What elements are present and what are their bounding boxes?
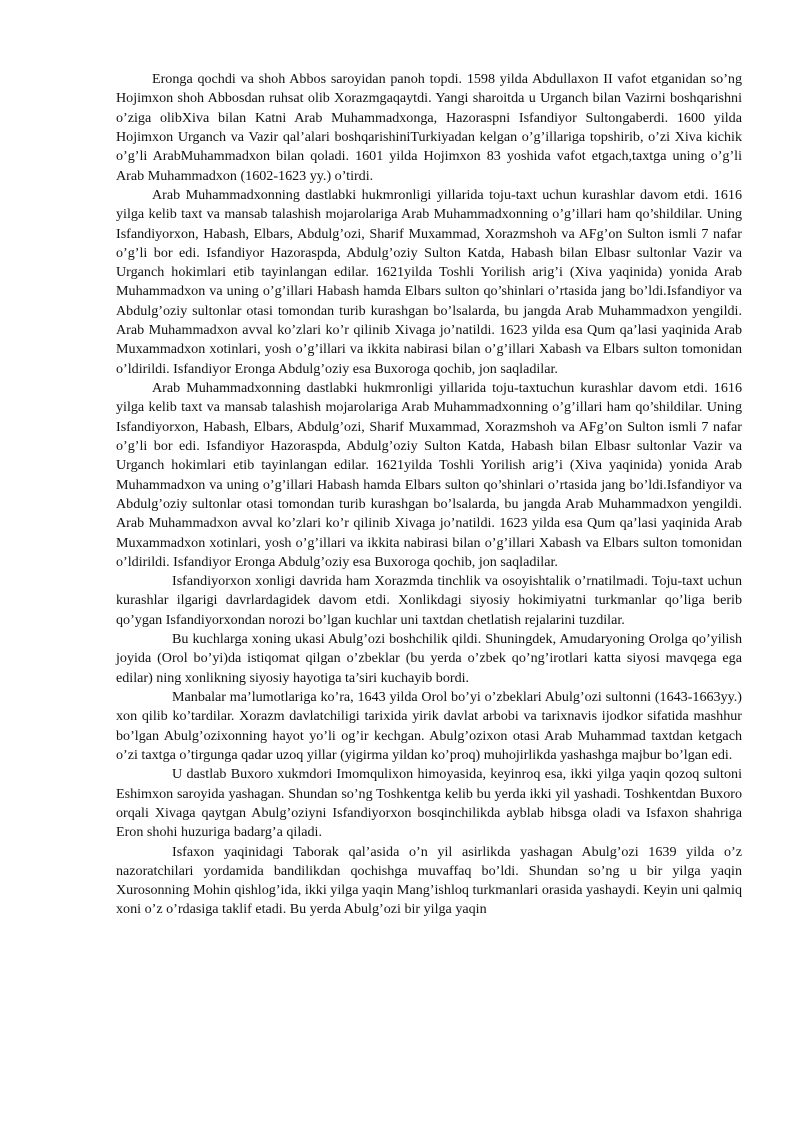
paragraph-abulgozi-exile: U dastlab Buxoro xukmdori Imomqulixon himoyasida, keyinroq esa, ikki yilga yaqin qozoq sultoni Eshimxon saroyida yashagan. Shundan so’ng Toshkentga kelib bu yerda ikki yil yashadi. Toshkentdan Buxoro orqali Xivaga qaytgan Abulg’oziyni Isfandiyorxon bosqinchilikda ayblab hibsga oladi va Isfaxon shahriga Eron shohi huzuriga badarg’a qiladi. [116,766,742,841]
paragraph-abulgozi-enthroned: Manbalar ma’lumotlariga ko’ra, 1643 yilda Orol bo’yi o’zbeklari Abulg’ozi sultonni (1643-1663yy.) xon qilib ko’tardilar. Xorazm davlatchiligi tarixida yirik davlat arbobi va tarixnavis ijodkor sifatida mashhur bo’lgan Abulg’ozixonning hayot yo’li og’ir kechgan. Abulg’ozixon otasi Arab Muhammad taxtdan ketgach o’zi taxtga o’tirgunga qadar uzoq yillar (yigirma yildan ko’proq) muhojirlikda yashashga majbur bo’lgan edi. [116,689,742,763]
paragraph-abulgozi-escape: Isfaxon yaqinidagi Taborak qal’asida o’n yil asirlikda yashagan Abulg’ozi 1639 yilda o’z nazoratchilari yordamida bandilikdan qochishga muvaffaq bo’ldi. Shundan so’ng u bir yilga yaqin Xurosonning Mohin qishlog’ida, ikki yilga yaqin Mang’ishloq turkmanlari orasida yashaydi. Keyin uni qalmiq xoni o’z o’rdasiga taklif etadi. Bu yerda Abulg’ozi bir yilga yaqin [116,843,742,918]
paragraph-arab-muhammadxon-reign-repeat: Arab Muhammadxonning dastlabki hukmronligi yillarida toju-taxtuchun kurashlar davom etdi. 1616 yilga kelib taxt va mansab talashish mojarolariga Arab Muhammadxonning o’g’illari ham qo’shildilar. Uning Isfandiyorxon, Habash, Elbars, Abdulg’ozi, Sharif Muxammad, Xorazmshoh va AFg’on Sulton ismli 7 nafar o’g’li bor edi. Isfandiyor Hazoraspda, Abdulg’oziy Sulton Katda, Habash bilan Elbasr sultonlar Vazir va Urganch hokimlari etib tayinlangan edilar. 1621yilda Toshli Yorilish arig’i (Xiva yaqinida) yonida Arab Muhammadxon va uning o’g’illari Habash hamda Elbars sulton qo’shinlari o’rtasida jang bo’ldi.Isfandiyor va Abdulg’oziy sultonlar otasi tomondan turib kurashgan bo’lsalarda, bu jangda Arab Muhammadxon yengildi. Arab Muhammadxon avval ko’zlari ko’r qilinib Xivaga jo’natildi. 1623 yilda esa Qum qa’lasi yaqinida Arab Muxammadxon xotinlari, yosh o’g’illari va ikkita nabirasi bilan o’g’illari Xabash va Elbars sulton tomonidan o’ldirildi. Isfandiyor Eronga Abdulg’oziy esa Buxoroga qochib, jon saqladilar. [116,380,742,570]
paragraph-abulgozi-opposition: Bu kuchlarga xoning ukasi Abulg’ozi boshchilik qildi. Shuningdek, Amudaryoning Orolga qo’yilish joyida (Orol bo’yi)da istiqomat qilgan o’zbeklar (bu yerda o’zbek qo’ng’irotlari katta siyosi mavqega ega edilar) ning xonlikning siyosiy hayotiga ta’siri kuchayib bordi. [116,631,742,686]
paragraph-isfandiyorxon-rule: Isfandiyorxon xonligi davrida ham Xorazmda tinchlik va osoyishtalik o’rnatilmadi. Toju-taxt uchun kurashlar ilgarigi davrlardagidek davom etdi. Xonlikdagi siyosiy hokimiyatni turkmanlar qo’liga berib qo’ygan Isfandiyorxondan norozi bo’lgan kuchlar uni taxtdan chetlatish rejalarini tuzdilar. [116,573,742,628]
paragraph-arab-muhammadxon-reign: Arab Muhammadxonning dastlabki hukmronligi yillarida toju-taxt uchun kurashlar davom etdi. 1616 yilga kelib taxt va mansab talashish mojarolariga Arab Muhammadxonning o’g’illari ham qo’shildilar. Uning Isfandiyorxon, Habash, Elbars, Abdulg’ozi, Sharif Muxammad, Xorazmshoh va AFg’on Sulton ismli 7 nafar o’g’li bor edi. Isfandiyor Hazoraspda, Abdulg’oziy Sulton Katda, Habash bilan Elbasr sultonlar Vazir va Urganch hokimlari etib tayinlangan edilar. 1621yilda Toshli Yorilish arig’i (Xiva yaqinida) yonida Arab Muhammadxon va uning o’g’illari Habash hamda Elbars sulton qo’shinlari o’rtasida jang bo’ldi.Isfandiyor va Abdulg’oziy sultonlar otasi tomondan turib kurashgan bo’lsalarda, bu jangda Arab Muhammadxon yengildi. Arab Muhammadxon avval ko’zlari ko’r qilinib Xivaga jo’natildi. 1623 yilda esa Qum qa’lasi yaqinida Arab Muxammadxon xotinlari, yosh o’g’illari va ikkita nabirasi bilan o’g’illari Xabash va Elbars sulton tomonidan o’ldirildi. Isfandiyor Eronga Abdulg’oziy esa Buxoroga qochib, jon saqladilar. [116,186,742,377]
document-page [116,70,742,920]
paragraph-hojimxon-return: Eronga qochdi va shoh Abbos saroyidan panoh topdi. 1598 yilda Abdullaxon II vafot etganidan so’ng Hojimxon shoh Abbosdan ruhsat olib Xorazmgaqaytdi. Yangi sharoitda u Urganch bilan Vazirni boshqarishni o’ziga olibXiva bilan Katni Arab Muhammadxonga, Hazoraspni Isfandiyor Sultongaberdi. 1600 yilda Hojimxon Urganch va Vazir qal’alari boshqarishiniTurkiyadan kelgan o’g’illariga topshirib, o’zi Xiva kichik o’g’li ArabMuhammadxon bilan qoladi. 1601 yilda Hojimxon 83 yoshida vafot etgach,taxtga uning o’g’li Arab Muhammadxon (1602-1623 yy.) o’tirdi. [116,71,742,184]
